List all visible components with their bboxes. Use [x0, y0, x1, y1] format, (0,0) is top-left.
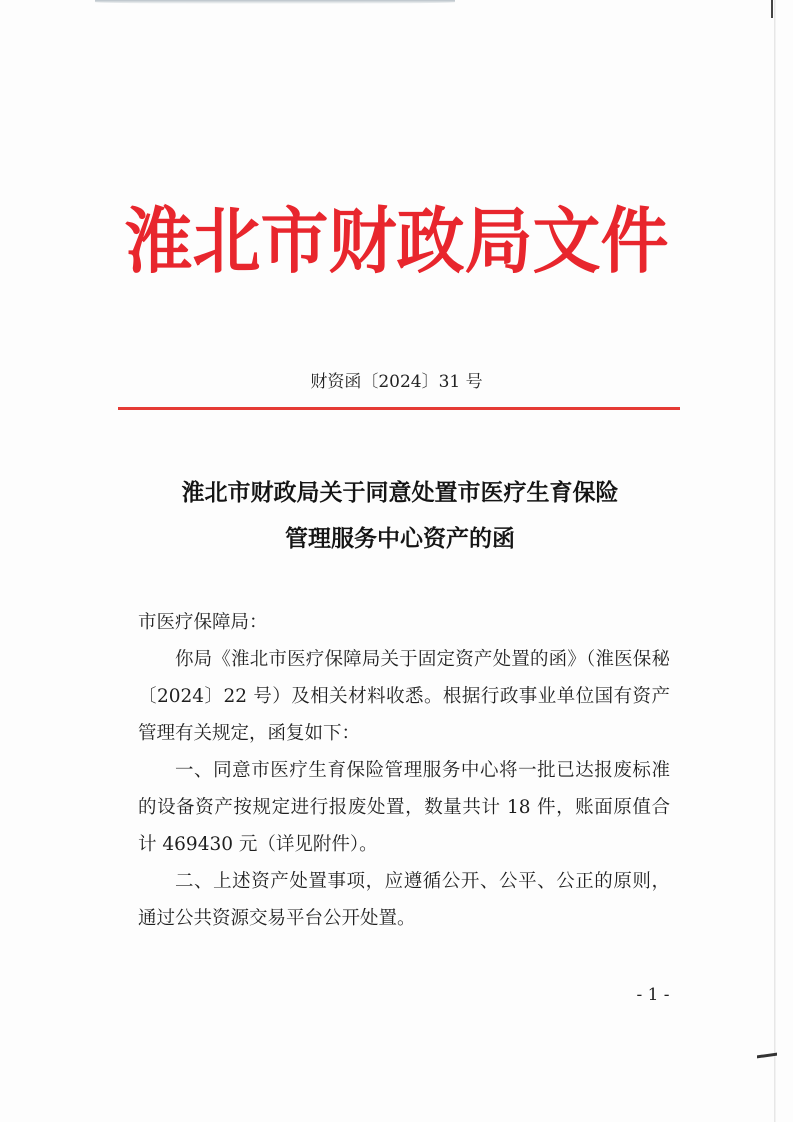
document-number: 财资函〔2024〕31 号 — [310, 372, 483, 392]
document-title-line-2: 管理服务中心资产的函 — [285, 526, 515, 552]
body-paragraph: 二、上述资产处置事项，应遵循公开、公平、公正的原则，通过公共资源交易平台公开处置。 — [138, 871, 670, 929]
scan-artifact-right-mark — [771, 0, 773, 18]
scan-artifact-top — [95, 0, 455, 4]
document-title — [110, 470, 690, 562]
page-number: - 1 - — [636, 985, 670, 1005]
body-paragraph: 你局《淮北市医疗保障局关于固定资产处置的函》（淮医保秘〔2024〕22 号）及相关材料收悉。根据行政事业单位国有资产管理有关规定，函复如下： — [138, 649, 670, 744]
scan-artifact-right-edge — [774, 0, 776, 1122]
document-title-line-1: 淮北市财政局关于同意处置市医疗生育保险 — [181, 480, 619, 506]
addressee: 市医疗保障局： — [138, 612, 268, 633]
document-body — [138, 604, 670, 937]
red-divider-line — [118, 407, 680, 410]
masthead-title: 淮北市财政局文件 — [124, 201, 669, 284]
body-paragraph: 一、同意市医疗生育保险管理服务中心将一批已达报废标准的设备资产按规定进行报废处置，数量共计 18 件，账面原值合计 469430 元（详见附件）。 — [138, 760, 670, 855]
